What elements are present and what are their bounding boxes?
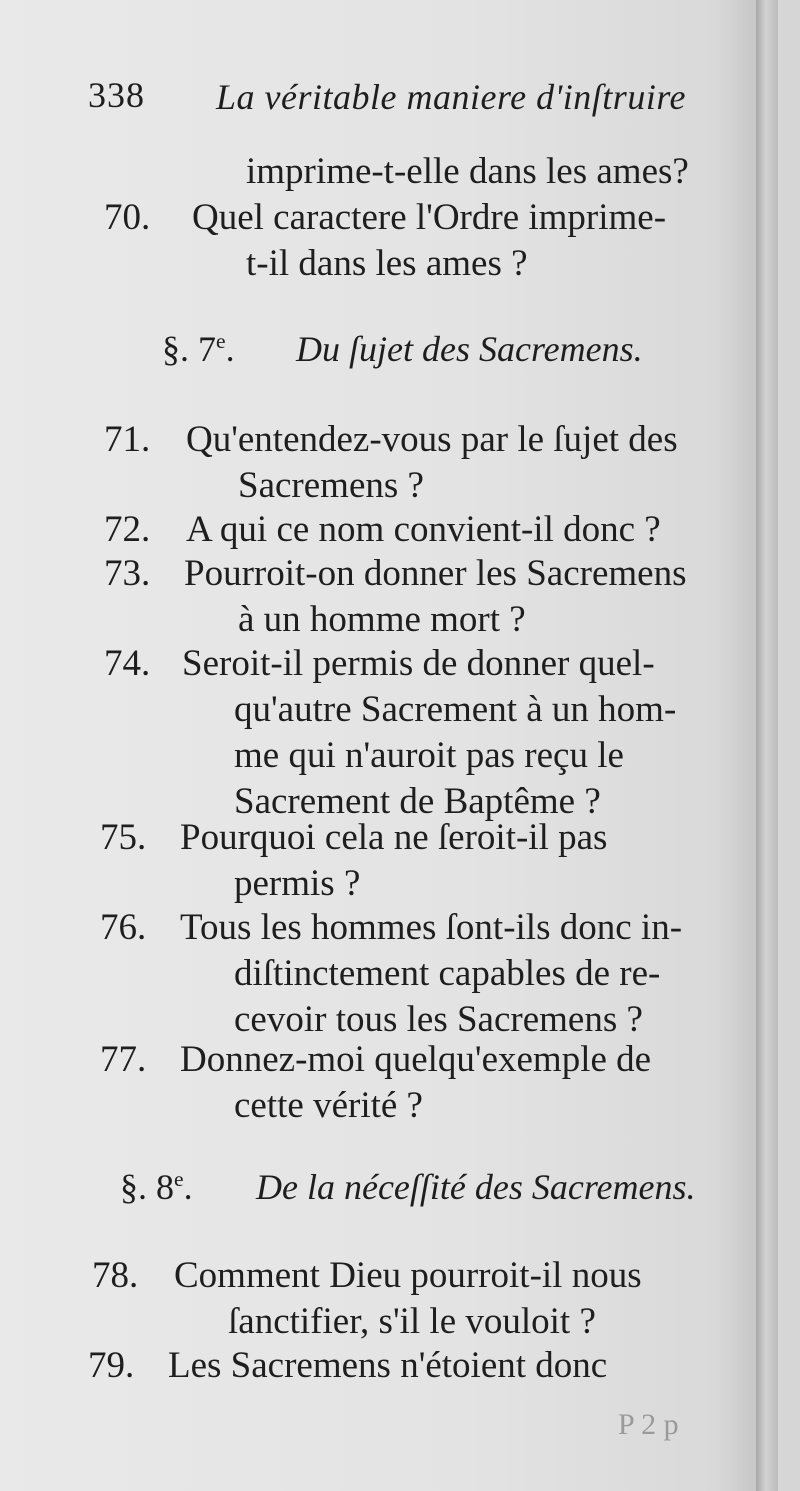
question-number: 71.	[104, 419, 151, 460]
question-text-line: Comment Dieu pourroit-il nous	[174, 1255, 642, 1296]
question-text-line: ſanctifier, s'il le vouloit ?	[228, 1301, 596, 1342]
question-text-line: Donnez-moi quelqu'exemple de	[180, 1039, 652, 1080]
question-text-line: t-il dans les ames ?	[246, 243, 528, 284]
page-gutter	[756, 0, 778, 1491]
signature-mark: P 2 p	[618, 1408, 679, 1441]
question-number: 75.	[100, 817, 147, 858]
question-text-line: cevoir tous les Sacremens ?	[234, 999, 643, 1040]
question-text-line: Sacremens ?	[238, 465, 424, 506]
question-number: 76.	[100, 907, 147, 948]
question-text-line: Seroit-il permis de donner quel-	[182, 643, 655, 684]
question-text-line: qu'autre Sacrement à un hom-	[234, 689, 677, 730]
question-text-line: Quel caractere l'Ordre imprime-	[192, 197, 667, 238]
question-text-line: imprime-t-elle dans les ames?	[246, 151, 689, 192]
question-number: 78.	[92, 1255, 139, 1296]
section-mark: §. 7e.	[162, 329, 235, 369]
section-title: De la néceſſité des Sacremens.	[256, 1167, 696, 1207]
running-title: La véritable maniere d'inſtruire	[216, 77, 686, 117]
question-number: 70.	[104, 197, 151, 238]
question-text-line: diſtinctement capables de re-	[234, 953, 661, 994]
question-text-line: à un homme mort ?	[238, 599, 526, 640]
section-title: Du ſujet des Sacremens.	[296, 329, 643, 369]
question-text-line: permis ?	[234, 863, 361, 904]
question-text-line: Tous les hommes ſont-ils donc in-	[180, 907, 683, 948]
question-text-line: A qui ce nom convient-il donc ?	[186, 509, 661, 550]
question-number: 79.	[88, 1345, 135, 1386]
question-text-line: cette vérité ?	[234, 1085, 423, 1126]
question-text-line: Pourroit-on donner les Sacremens	[184, 553, 687, 594]
page-number: 338	[88, 75, 145, 115]
question-number: 74.	[104, 643, 151, 684]
question-number: 72.	[104, 509, 151, 550]
question-number: 73.	[104, 553, 151, 594]
question-number: 77.	[100, 1039, 147, 1080]
question-text-line: Pourquoi cela ne ſeroit-il pas	[180, 817, 608, 858]
question-text-line: me qui n'auroit pas reçu le	[234, 735, 624, 776]
question-text-line: Qu'entendez-vous par le ſujet des	[186, 419, 678, 460]
question-text-line: Les Sacremens n'étoient donc	[168, 1345, 608, 1386]
question-text-line: Sacrement de Baptême ?	[234, 781, 601, 822]
section-mark: §. 8e.	[120, 1167, 193, 1207]
running-header	[88, 74, 778, 130]
